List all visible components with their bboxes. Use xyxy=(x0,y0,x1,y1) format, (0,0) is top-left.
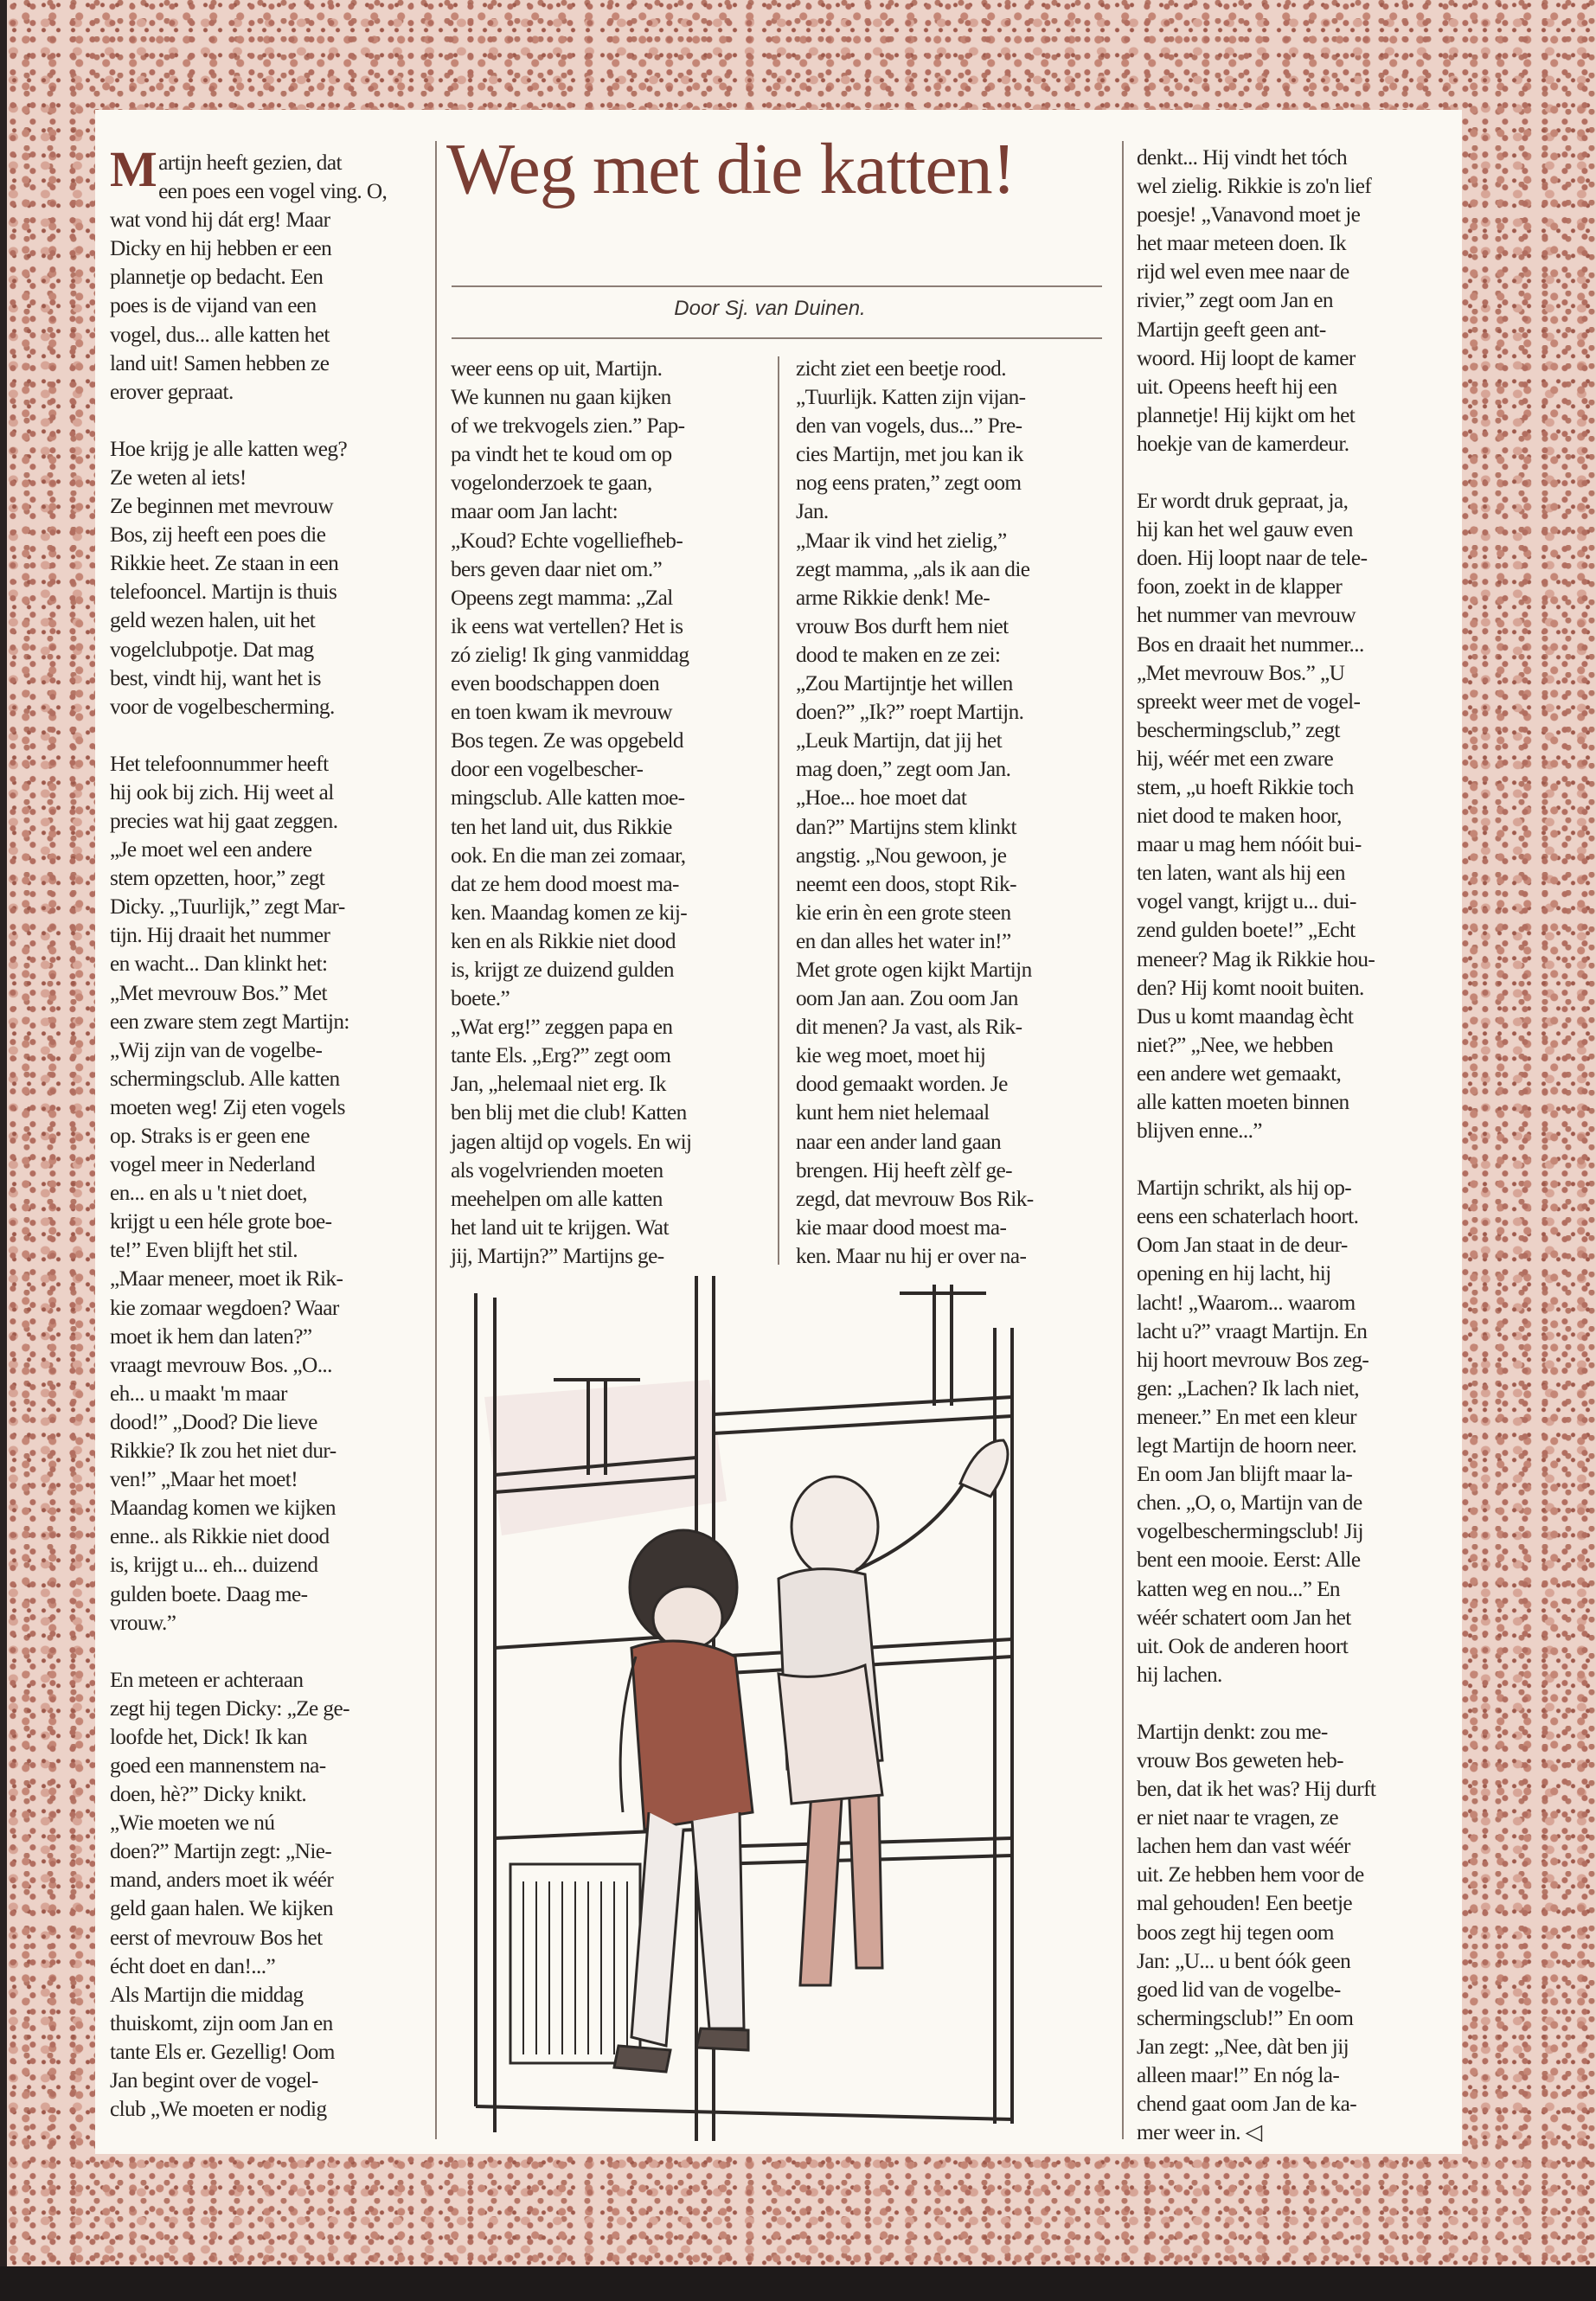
column-divider xyxy=(778,356,779,1265)
article-title: Weg met die katten! xyxy=(446,129,1016,209)
column-2 xyxy=(451,355,755,1271)
paragraph: denkt... Hij vindt het tóch wel zielig. Rikkie is zo'n lief poesje! „Vanavond moet je het maar meteen doen. Ik rijd wel even mee naar de rivier,” zegt oom Jan en Martijn geeft geen ant- woord. Hij loopt de kamer uit. Opeens heeft hij een plannetje! Hij kijkt om het hoekje van de kamerdeur. xyxy=(1137,145,1372,456)
column-4 xyxy=(1137,144,1444,2147)
paragraph: Hoe krijg je alle katten weg? Ze weten al iets! Ze beginnen met mevrouw Bos, zij heeft een poes die Rikkie heet. Ze staan in een telefooncel. Martijn is thuis geld wezen halen, uit het vogelclubpotje. Dat mag best, vindt hij, want het is voor de vogelbescherming. xyxy=(110,436,348,719)
paragraph: weer eens op uit, Martijn. We kunnen nu gaan kijken of we trekvogels zien.” Pap- pa vindt het te koud om op vogelonderzoek te gaan, maar oom Jan lacht: „Koud? Echte vogelliefheb- bers geven daar niet om.” Opeens zegt mamma: „Zal ik eens wat vertellen? Het is zó zielig! Ik ging vanmiddag even boodschappen doen en toen kwam ik mevrouw Bos tegen. Ze was opgebeld door een vogelbescher- mingsclub. Alle katten moe- ten het land uit, dus Rikkie ook. En die man zei zomaar, dat ze hem dood moest ma- ken. Maandag komen ze kij- ken en als Rikkie niet dood is, krijgt ze duizend gulden boete.” „Wat erg!” zeggen papa en tante Els. „Erg?” zegt oom Jan, „helemaal niet erg. Ik ben blij met die club! Katten jagen altijd op vogels. En wij als vogelvrienden moeten meehelpen om alle katten het land uit te krijgen. Wat jij, Martijn?” Martijns ge- xyxy=(451,356,692,1268)
paragraph: En meteen er achteraan zegt hij tegen Dicky: „Ze ge- loofde het, Dick! Ik kan goed een mannenstem na- doen, hè?” Dicky knikt. „Wie moeten we nú doen?” Martijn zegt: „Nie- mand, anders moet ik wéér geld gaan halen. We kijken eerst of mevrouw Bos het écht doet en dan!...” Als Martijn die middag thuiskomt, zijn oom Jan en tante Els er. Gezellig! Oom Jan begint over de vogel- club „We moeten er nodig xyxy=(110,1667,349,2122)
scan-edge xyxy=(0,2266,1596,2301)
byline-rule xyxy=(452,337,1102,339)
phone-booth-illustration xyxy=(450,1276,1120,2145)
paragraph: Het telefoonnummer heeft hij ook bij zich. Hij weet al precies wat hij gaat zeggen. „Je moet wel een andere stem opzetten, hoor,” zegt Dicky. „Tuurlijk,” zegt Mar- tijn. Hij draait het nummer en wacht... Dan klinkt het: „Met mevrouw Bos.” Met een zware stem zegt Martijn: „Wij zijn van de vogelbe- schermingsclub. Alle katten moeten weg! Zij eten vogels op. Straks is er geen ene vogel meer in Nederland en... en als u 't niet doet, krijgt u een héle grote boe- te!” Even blijft het stil. „Maar meneer, moet ik Rik- kie zomaar wegdoen? Waar moet ik hem dan laten?” vraagt mevrouw Bos. „O... eh... u maakt 'm maar dood!” „Dood? Die lieve Rikkie? Ik zou het niet dur- ven!” „Maar het moet! Maandag komen we kijken enne.. als Rikkie niet dood is, krijgt u... eh... duizend gulden boete. Daag me- vrouw.” xyxy=(110,751,349,1635)
paragraph: Er wordt druk gepraat, ja, hij kan het wel gauw even doen. Hij loopt naar de tele- foon, zoekt in de klapper het nummer van mevrouw Bos en draait het nummer... „Met mevrouw Bos.” „U spreekt weer met de vogel- beschermingsclub,” zegt hij, wéér met een zware stem, „u hoeft Rikkie toch niet dood te maken hoor, maar u mag hem nóóit bui- ten laten, want als hij een vogel vangt, krijgt u... dui- zend gulden boete!” „Echt meneer? Mag ik Rikkie hou- den? Hij komt nooit buiten. Dus u komt maandag ècht niet?” „Nee, we hebben een andere wet gemaakt, alle katten moeten binnen blijven enne...” xyxy=(1137,489,1375,1144)
title-rule xyxy=(452,285,1102,287)
column-divider xyxy=(435,141,437,2139)
paragraph: artijn heeft gezien, dat een poes een vogel ving. O, wat vond hij dát erg! Maar Dicky en hij hebben er een plannetje op bedacht. Een poes is de vijand van een vogel, dus... alle katten het land uit! Samen hebben ze erover gepraat. xyxy=(110,151,388,404)
column-1 xyxy=(110,141,421,2124)
drop-cap: M xyxy=(110,141,157,197)
paragraph: Martijn denkt: zou me- vrouw Bos geweten heb- ben, dat ik het was? Hij durft er niet naar te vragen, ze lachen hem dan vast wéér uit. Ze hebben hem voor de mal gehouden! Een beetje boos zegt hij tegen oom Jan: „U... u bent óók geen goed lid van de vogelbe- schermingsclub!” En oom Jan zegt: „Nee, dàt ben jij alleen maar!” En nóg la- chend gaat oom Jan de ka- mer weer in. ◁ xyxy=(1137,1719,1376,2145)
column-3 xyxy=(796,355,1105,1271)
paragraph: Martijn schrikt, als hij op- eens een schaterlach hoort. Oom Jan staat in de deur- opening en hij lacht, hij lacht! „Waarom... waarom lacht u?” vraagt Martijn. En hij hoort mevrouw Bos zeg- gen: „Lachen? Ik lach niet, meneer.” En met een kleur legt Martijn de hoorn neer. En oom Jan blijft maar la- chen. „O, o, Martijn van de vogelbeschermingsclub! Jij bent een mooie. Eerst: Alle katten weg en nou...” En wéér schatert oom Jan het uit. Ook de anderen hoort hij lachen. xyxy=(1137,1176,1369,1687)
column-divider xyxy=(1122,141,1124,2139)
paragraph: zicht ziet een beetje rood. „Tuurlijk. Katten zijn vijan- den van vogels, dus...” Pre- cies Martijn, met jou kan ik nog eens praten,” zegt oom Jan. „Maar ik vind het zielig,” zegt mamma, „als ik aan die arme Rikkie denk! Me- vrouw Bos durft hem niet dood te maken en ze zei: „Zou Martijntje het willen doen?” „Ik?” roept Martijn. „Leuk Martijn, dat jij het mag doen,” zegt oom Jan. „Hoe... hoe moet dat dan?” Martijns stem klinkt angstig. „Nou gewoon, je neemt een doos, stopt Rik- kie erin èn een grote steen en dan alles het water in!” Met grote ogen kijkt Martijn oom Jan aan. Zou oom Jan dit menen? Ja vast, als Rik- kie weg moet, moet hij dood gemaakt worden. Je kunt hem niet helemaal naar een ander land gaan brengen. Hij heeft zèlf ge- zegd, dat mevrouw Bos Rik- kie maar dood moest ma- ken. Maar nu hij er over na- xyxy=(796,356,1034,1268)
byline: Door Sj. van Duinen. xyxy=(674,297,866,320)
